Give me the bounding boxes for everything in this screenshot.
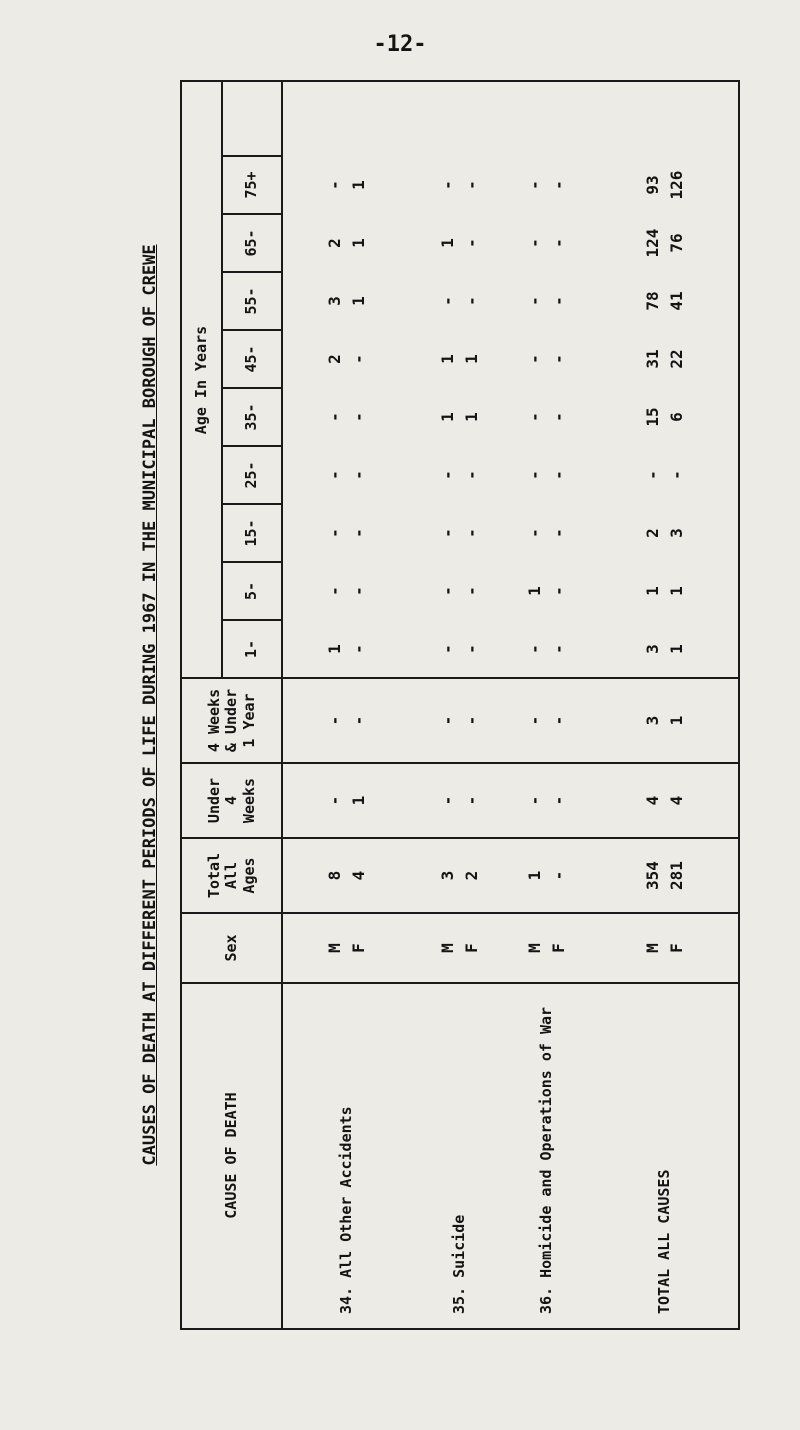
under-1-year-value: - xyxy=(348,715,368,726)
age-value: - xyxy=(461,586,481,596)
age-value: - xyxy=(348,354,368,364)
age-value: - xyxy=(548,238,568,248)
age-value: 76 xyxy=(666,233,686,253)
under-4-weeks-value: 4 xyxy=(642,795,662,806)
age-value: 1 xyxy=(666,644,686,654)
header-age-1: 5- xyxy=(242,581,261,601)
total-all-ages: 3 xyxy=(437,870,457,881)
age-value: - xyxy=(524,412,544,422)
sex-m: M xyxy=(437,943,457,953)
rotated-table-sheet xyxy=(120,80,740,1330)
age-value: - xyxy=(461,180,481,190)
header-age-8: 75+ xyxy=(242,171,261,199)
under-4-weeks-value: - xyxy=(461,795,481,806)
age-value: 3 xyxy=(324,296,344,306)
age-value: - xyxy=(524,296,544,306)
age-value: - xyxy=(642,470,662,480)
age-value: - xyxy=(324,470,344,480)
age-value: 1 xyxy=(348,238,368,248)
age-value: 2 xyxy=(642,528,662,538)
total-all-ages: 2 xyxy=(461,870,481,881)
age-value: - xyxy=(324,528,344,538)
age-value: - xyxy=(437,586,457,596)
total-all-ages: 1 xyxy=(524,870,544,881)
age-value: 126 xyxy=(666,170,686,200)
header-age-4: 35- xyxy=(242,403,261,431)
age-value: - xyxy=(461,644,481,654)
age-value: - xyxy=(437,644,457,654)
age-value: - xyxy=(437,180,457,190)
header-under-4-weeks: Under 4 Weeks xyxy=(205,777,258,824)
age-value: - xyxy=(548,354,568,364)
header-age-5: 45- xyxy=(242,345,261,373)
age-value: - xyxy=(437,470,457,480)
sex-m: M xyxy=(324,943,344,953)
age-value: - xyxy=(461,238,481,248)
header-4-weeks-under-1-year: 4 Weeks & Under 1 Year xyxy=(205,688,258,753)
under-4-weeks-value: - xyxy=(324,795,344,806)
under-1-year-value: - xyxy=(437,715,457,726)
sex-f: F xyxy=(666,943,686,953)
under-4-weeks-value: 1 xyxy=(348,795,368,806)
under-1-year-value: - xyxy=(524,715,544,726)
sex-f: F xyxy=(548,943,568,953)
header-sex: Sex xyxy=(222,934,241,962)
cause-label: 35. Suicide xyxy=(449,1214,468,1314)
age-value: 22 xyxy=(666,349,686,369)
sex-f: F xyxy=(348,943,368,953)
age-value: - xyxy=(548,470,568,480)
under-4-weeks-value: - xyxy=(548,795,568,806)
age-value: - xyxy=(524,528,544,538)
header-total: Total All Ages xyxy=(205,852,258,899)
under-1-year-value: - xyxy=(461,715,481,726)
age-value: - xyxy=(324,180,344,190)
under-1-year-value: 3 xyxy=(642,715,662,726)
header-age-in-years: Age In Years xyxy=(192,325,211,435)
age-value: - xyxy=(548,296,568,306)
total-all-ages: 8 xyxy=(324,870,344,881)
header-age-6: 55- xyxy=(242,287,261,315)
sex-m: M xyxy=(642,943,662,953)
age-value: - xyxy=(548,644,568,654)
age-value: 1 xyxy=(348,296,368,306)
age-value: 1 xyxy=(524,586,544,596)
age-value: - xyxy=(548,528,568,538)
table-landscape xyxy=(120,80,740,1330)
cause-label: TOTAL ALL CAUSES xyxy=(654,1169,673,1314)
total-all-ages: 281 xyxy=(666,861,686,890)
age-value: - xyxy=(524,470,544,480)
age-value: - xyxy=(348,644,368,654)
header-age-0: 1- xyxy=(242,639,261,659)
age-value: 2 xyxy=(324,354,344,364)
under-1-year-value: 1 xyxy=(666,715,686,726)
under-4-weeks-value: 4 xyxy=(666,795,686,806)
header-cause: CAUSE OF DEATH xyxy=(222,1092,241,1219)
age-value: - xyxy=(548,586,568,596)
sex-f: F xyxy=(461,943,481,953)
age-value: 3 xyxy=(642,644,662,654)
age-value: - xyxy=(524,644,544,654)
age-value: - xyxy=(348,586,368,596)
total-all-ages: 4 xyxy=(348,870,368,881)
under-4-weeks-value: - xyxy=(437,795,457,806)
under-4-weeks-value: - xyxy=(524,795,544,806)
age-value: - xyxy=(324,412,344,422)
age-value: 2 xyxy=(324,238,344,248)
total-all-ages: 354 xyxy=(642,861,662,890)
age-value: 15 xyxy=(642,407,662,427)
age-value: 1 xyxy=(437,238,457,248)
under-1-year-value: - xyxy=(548,715,568,726)
header-age-7: 65- xyxy=(242,229,261,257)
age-value: 1 xyxy=(437,412,457,422)
age-value: 41 xyxy=(666,291,686,311)
age-value: - xyxy=(461,470,481,480)
age-value: - xyxy=(461,528,481,538)
age-value: - xyxy=(324,586,344,596)
page-number: -12- xyxy=(373,32,427,57)
age-value: 78 xyxy=(642,291,662,311)
age-value: 6 xyxy=(666,412,686,422)
age-value: - xyxy=(548,180,568,190)
header-age-3: 25- xyxy=(242,461,261,489)
age-value: - xyxy=(348,412,368,422)
age-value: 93 xyxy=(642,175,662,195)
table-title: CAUSES OF DEATH AT DIFFERENT PERIODS OF LIFE DURING 1967 IN THE MUNICIPAL BOROUGH OF CREWE xyxy=(140,244,160,1166)
cause-label: 34. All Other Accidents xyxy=(337,1106,356,1314)
age-value: 3 xyxy=(666,528,686,538)
age-value: 124 xyxy=(642,228,662,258)
mortality-table xyxy=(180,80,740,1330)
age-value: - xyxy=(348,528,368,538)
age-value: - xyxy=(461,296,481,306)
age-value: - xyxy=(348,470,368,480)
age-value: 1 xyxy=(666,586,686,596)
age-value: 31 xyxy=(642,349,662,369)
total-all-ages: - xyxy=(548,870,568,881)
age-value: 1 xyxy=(461,412,481,422)
age-value: 1 xyxy=(461,354,481,364)
age-value: 1 xyxy=(348,180,368,190)
age-value: - xyxy=(524,238,544,248)
age-value: - xyxy=(548,412,568,422)
age-value: 1 xyxy=(324,644,344,654)
cause-label: 36. Homicide and Operations of War xyxy=(537,1006,556,1314)
age-value: 1 xyxy=(437,354,457,364)
age-value: - xyxy=(666,470,686,480)
header-age-2: 15- xyxy=(242,519,261,547)
age-value: - xyxy=(437,296,457,306)
age-value: - xyxy=(524,180,544,190)
age-value: 1 xyxy=(642,586,662,596)
under-1-year-value: - xyxy=(324,715,344,726)
age-value: - xyxy=(437,528,457,538)
sex-m: M xyxy=(524,943,544,953)
age-value: - xyxy=(524,354,544,364)
